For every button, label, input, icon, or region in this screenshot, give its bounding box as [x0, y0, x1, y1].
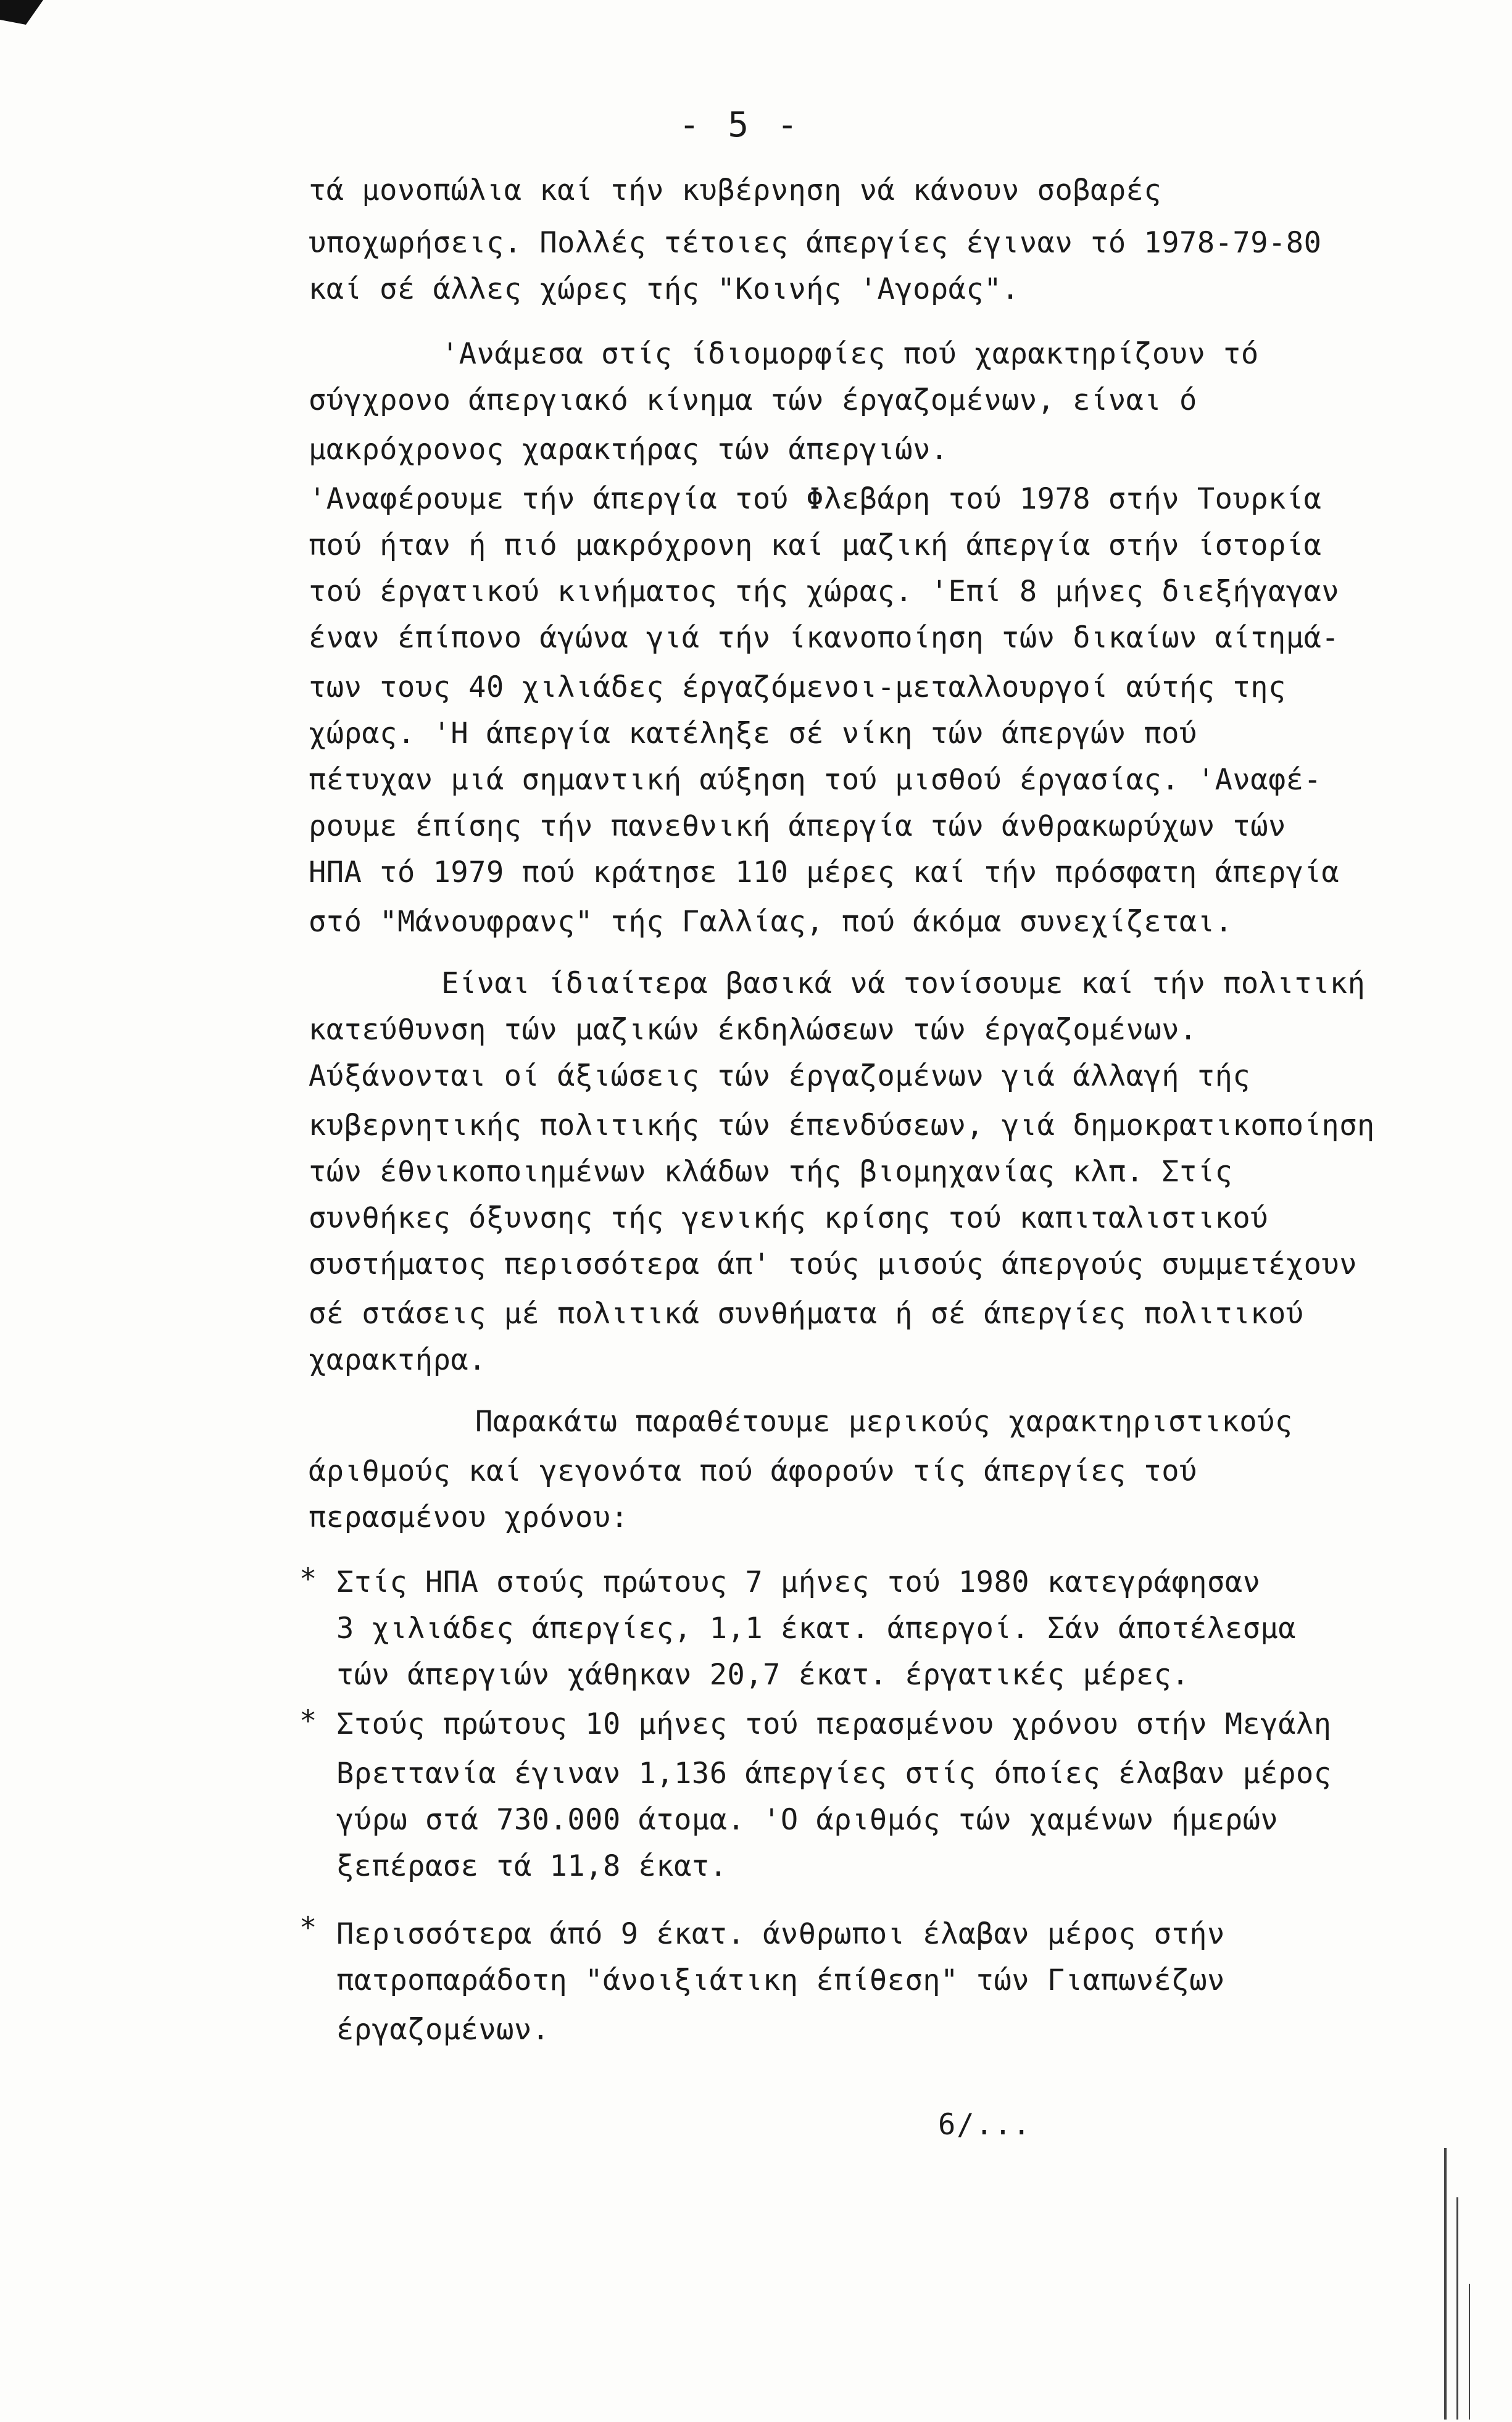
paragraph-2-line: 'Ανάμεσα στίς ίδιομορφίες πού χαρακτηρίζουν τό [441, 337, 1259, 371]
paragraph-3-line: συνθήκες όξυνσης τής γενικής κρίσης τού καπιταλιστικού [309, 1201, 1269, 1235]
paragraph-2-line: 'Αναφέρουμε τήν άπεργία τού Φλεβάρη τού 1978 στήν Τουρκία [309, 482, 1322, 516]
paragraph-3-line: τών έθνικοποιημένων κλάδων τής βιομηχανίας κλπ. Στίς [309, 1155, 1233, 1189]
bullet-3-line: έργαζομένων. [336, 2013, 550, 2047]
paragraph-2-line: ΗΠΑ τό 1979 πού κράτησε 110 μέρες καί τήν πρόσφατη άπεργία [309, 855, 1340, 889]
bullet-marker: * [299, 1562, 317, 1596]
bullet-2-line: Στούς πρώτους 10 μήνες τού περασμένου χρόνου στήν Μεγάλη [336, 1707, 1332, 1741]
paragraph-2-line: πέτυχαν μιά σημαντική αύξηση τού μισθού έργασίας. 'Αναφέ- [309, 763, 1322, 797]
bullet-3-line: πατροπαράδοτη "άνοιξιάτικη έπίθεση" τών Γιαπωνέζων [336, 1963, 1225, 1997]
page-number: - 5 - [679, 105, 802, 145]
scan-corner-mark [0, 0, 43, 25]
paragraph-2-line: σύγχρονο άπεργιακό κίνημα τών έργαζομένων, είναι ό [309, 383, 1197, 417]
paragraph-3-line: Αύξάνονται οί άξιώσεις τών έργαζομένων γιά άλλαγή τής [309, 1059, 1251, 1093]
paragraph-3-line: σέ στάσεις μέ πολιτικά συνθήματα ή σέ άπεργίες πολιτικού [309, 1297, 1304, 1331]
paragraph-4-line: άριθμούς καί γεγονότα πού άφορούν τίς άπεργίες τού [309, 1454, 1197, 1488]
bullet-2-line: γύρω στά 730.000 άτομα. 'Ο άριθμός τών χαμένων ήμερών [336, 1803, 1279, 1837]
paragraph-2-line: πού ήταν ή πιό μακρόχρονη καί μαζική άπεργία στήν ίστορία [309, 528, 1322, 562]
paragraph-2-line: στό "Μάνουφρανς" τής Γαλλίας, πού άκόμα συνεχίζεται. [309, 905, 1233, 939]
bullet-1-line: τών άπεργιών χάθηκαν 20,7 έκατ. έργατικές μέρες. [336, 1658, 1190, 1692]
paragraph-1-line: τά μονοπώλια καί τήν κυβέρνηση νά κάνουν σοβαρές [309, 173, 1162, 207]
paragraph-1-line: καί σέ άλλες χώρες τής "Κοινής 'Αγοράς". [309, 272, 1020, 306]
continuation-marker: 6/... [938, 2108, 1032, 2142]
paragraph-3-line: κατεύθυνση τών μαζικών έκδηλώσεων τών έργαζομένων. [309, 1013, 1197, 1047]
bullet-3-line: Περισσότερα άπό 9 έκατ. άνθρωποι έλαβαν μέρος στήν [336, 1917, 1225, 1951]
scan-edge-line [1444, 2148, 1447, 2420]
paragraph-2-line: έναν έπίπονο άγώνα γιά τήν ίκανοποίηση τών δικαίων αίτημά- [309, 621, 1340, 655]
paragraph-3-line: κυβερνητικής πολιτικής τών έπενδύσεων, γιά δημοκρατικοποίηση [309, 1109, 1375, 1142]
paragraph-4-line: περασμένου χρόνου: [309, 1500, 629, 1534]
bullet-1-line: 3 χιλιάδες άπεργίες, 1,1 έκατ. άπεργοί. Σάν άποτέλεσμα [336, 1612, 1297, 1646]
paragraph-3-line: Είναι ίδιαίτερα βασικά νά τονίσουμε καί τήν πολιτική [441, 967, 1366, 1001]
bullet-2-line: Βρεττανία έγιναν 1,136 άπεργίες στίς όποίες έλαβαν μέρος [336, 1757, 1332, 1791]
paragraph-2-line: χώρας. 'Η άπεργία κατέληξε σέ νίκη τών άπεργών πού [309, 717, 1197, 751]
paragraph-2-line: τού έργατικού κινήματος τής χώρας. 'Επί 8 μήνες διεξήγαγαν [309, 575, 1340, 609]
scan-edge-line [1456, 2197, 1458, 2420]
paragraph-4-line: Παρακάτω παραθέτουμε μερικούς χαρακτηριστικούς [475, 1405, 1293, 1439]
paragraph-2-line: ρουμε έπίσης τήν πανεθνική άπεργία τών άνθρακωρύχων τών [309, 809, 1286, 843]
bullet-marker: * [299, 1911, 317, 1945]
bullet-2-line: ξεπέρασε τά 11,8 έκατ. [336, 1849, 728, 1883]
paragraph-3-line: συστήματος περισσότερα άπ' τούς μισούς άπεργούς συμμετέχουν [309, 1247, 1357, 1281]
bullet-marker: * [299, 1704, 317, 1738]
scan-edge-line [1469, 2284, 1470, 2420]
paragraph-2-line: των τους 40 χιλιάδες έργαζόμενοι-μεταλλουργοί αύτής της [309, 670, 1286, 704]
paragraph-2-line: μακρόχρονος χαρακτήρας τών άπεργιών. [309, 433, 949, 467]
paragraph-3-line: χαρακτήρα. [309, 1343, 486, 1377]
bullet-1-line: Στίς ΗΠΑ στούς πρώτους 7 μήνες τού 1980 κατεγράφησαν [336, 1565, 1261, 1599]
paragraph-1-line: υποχωρήσεις. Πολλές τέτοιες άπεργίες έγιναν τό 1978-79-80 [309, 226, 1322, 260]
